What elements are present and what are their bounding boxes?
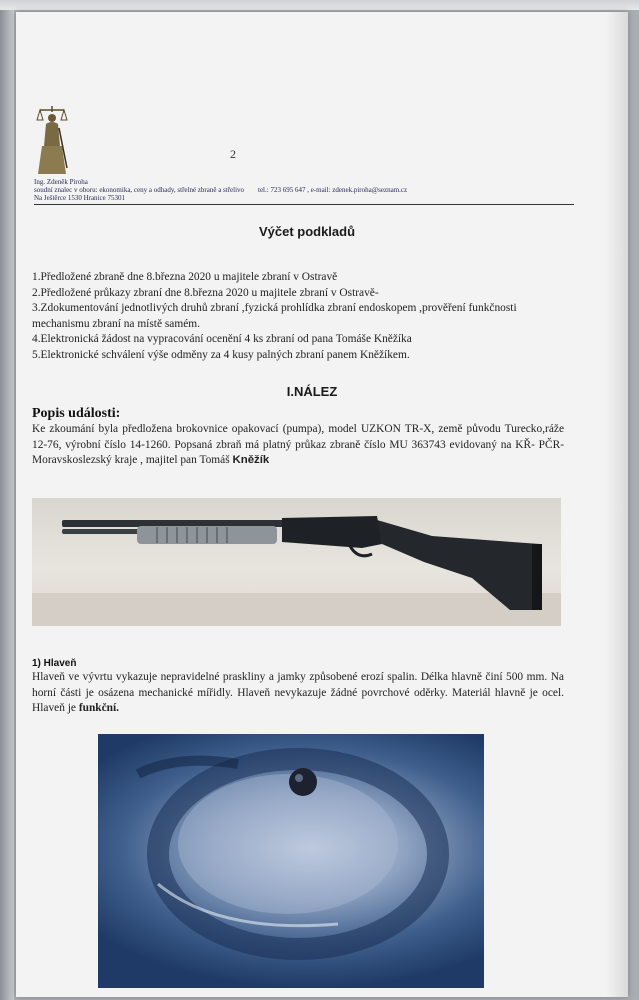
list-item: 1.Předložené zbraně dne 8.března 2020 u majitele zbraní v Ostravě	[32, 271, 338, 283]
list-item: 4.Elektronická žádost na vypracování ocenění 4 ks zbraní od pana Tomáše Kněžíka	[32, 333, 412, 345]
header-divider	[34, 204, 574, 205]
list-item: 5.Elektronické schválení výše odměny za 4 kusy palných zbraní panem Kněžíkem.	[32, 348, 410, 361]
page-number: 2	[230, 147, 236, 161]
section-title-vycet: Výčet podkladů	[258, 224, 356, 239]
hlaven-paragraph: Hlaveň ve vývrtu vykazuje nepravidelné praskliny a jamky způsobené erozí spalin. Délka hlavně činí 500 mm. Na horní části je osázena mechanické mířidly. Hlaveň nevykazuje žádné povrchové oděrky. Materiál hlavně je ocel. Hlaveň je funkční.	[32, 671, 564, 714]
owner-surname: Kněžík	[232, 454, 270, 466]
popis-heading: Popis události:	[32, 406, 121, 421]
podklady-list	[32, 270, 564, 363]
expert-name: Ing. Zdeněk Piroha	[34, 178, 88, 186]
expert-address: Na Ještěrce 1530 Hranice 75301	[34, 194, 125, 202]
section-title-nalez: I.NÁLEZ	[286, 384, 338, 399]
binder-edge	[0, 0, 14, 1000]
justice-figure-logo	[34, 98, 70, 178]
shotgun-photo	[32, 498, 561, 626]
expert-field: soudní znalec v oboru: ekonomika, ceny a odhady, střelné zbraně a střelivo	[34, 186, 245, 194]
binder-top-edge	[0, 0, 639, 10]
barrel-endoscope-photo	[98, 734, 484, 988]
expert-contact: tel.: 723 695 647 , e-mail: zdenek.piroha@seznam.cz	[258, 186, 408, 194]
document-page	[16, 12, 628, 997]
list-item: 3.Zdokumentování jednotlivých druhů zbraní ,fyzická prohlídka zbraní endoskopem ,prověření funkčnosti mechanismu zbraní na místě samém.	[32, 302, 517, 330]
popis-paragraph: Ke zkoumání byla předložena brokovnice opakovací (pumpa), model UZKON TR-X, země původu Turecko,ráže 12-76, výrobní číslo 14-1260. Popsaná zbraň má platný průkaz zbraně číslo MU 363743 evidovaný na KŘ- PČR- Moravskoslezský kraje , majitel pan Tomáš Kněžík	[32, 423, 564, 466]
list-item: 2.Předložené průkazy zbraní dne 8.března 2020 u majitele zbraní v Ostravě-	[32, 286, 379, 299]
hlaven-status: funkční.	[78, 702, 120, 714]
hlaven-heading: 1) Hlaveň	[32, 658, 77, 669]
